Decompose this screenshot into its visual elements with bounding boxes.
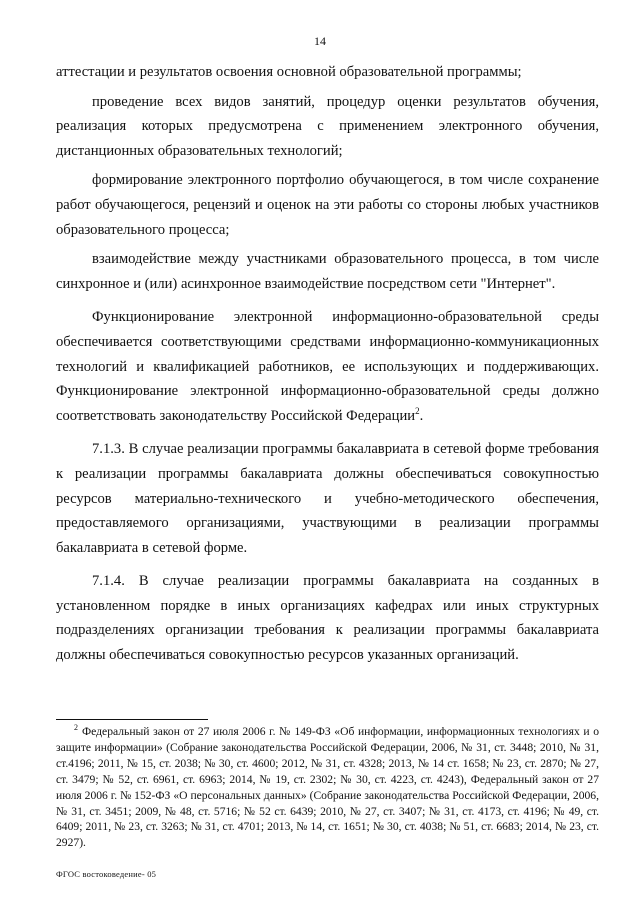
footnote-text: Федеральный закон от 27 июля 2006 г. № 149-ФЗ «Об информации, информационных технологиях и о защите информации» (Собрание законодательства Российской Федерации, 2006, № 31, ст. 3448; 2010, № 31, ст.4196; 2011, № 15, ст. 2038; № 30, ст. 4600; 2012, № 31, ст. 4328; 2013, № 14 ст. 1658; № 23, ст. 2870; № 27, ст. 3479; № 52, ст. 6961, ст. 6963; 2014, № 19, ст. 2302; № 30, ст. 4223, ст. 4243), Федеральный закон от 27 июля 2006 г. № 152-ФЗ «О персональных данных» (Собрание законодательства Российской Федерации, 2006, № 31, ст. 3451; 2009, № 48, ст. 5716; № 52 ст. 6439; 2010, № 27, ст. 3407; № 31, ст. 4173, ст. 4196; № 49, ст. 6409; 2011, № 23, ст. 3263; № 31, ст. 4701; 2013, № 14, ст. 1651; № 30, ст. 4038; № 51, ст. 6683; 2014, № 23, ст. 2927). [56,725,599,850]
paragraph-7-1-3: 7.1.3. В случае реализации программы бакалавриата в сетевой форме требования к реализации программы бакалавриата должны обеспечиваться совокупностью ресурсов материально-технического и учебно-методического обеспечения, предоставляемого организациями, участвующими в реализации программы бакалавриата в сетевой форме. [56,441,599,556]
paragraph-functioning-text: Функционирование электронной информационно-образовательной среды обеспечивается соответствующими средствами информационно-коммуникационных технологий и квалификацией работников, ее использующих и поддерживающих. Функционирование электронной информационно-образовательной среды должно соответствовать законодательству Российской Федерации [56,309,599,424]
page-number: 14 [314,34,326,48]
paragraph-7-1-4: 7.1.4. В случае реализации программы бакалавриата на созданных в установленном порядке в иных организациях кафедрах или иных структурных подразделениях организации требования к реализации программы бакалавриата должны обеспечиваться совокупностью ресурсов указанных организаций. [56,573,599,664]
page-footer: ФГОС востоковедение- 05 [56,869,157,879]
paragraph-list-item-interaction: взаимодействие между участниками образовательного процесса, в том числе синхронное и (или) асинхронное взаимодействие посредством сети "Интернет". [56,251,599,292]
footnote [56,724,599,851]
paragraph-list-item-lessons: проведение всех видов занятий, процедур оценки результатов обучения, реализация которых предусмотрена с применением электронного обучения, дистанционных образовательных технологий; [56,93,599,159]
footnote-mark: 2 [74,723,78,733]
paragraph-list-item-portfolio: формирование электронного портфолио обучающегося, в том числе сохранение работ обучающегося, рецензий и оценок на эти работы со стороны любых участников образовательного процесса; [56,172,599,238]
paragraph-functioning-tail: . [419,407,424,424]
body-text [56,60,599,668]
footnote-separator [56,719,208,720]
paragraph-functioning [56,305,599,428]
paragraph-continuation: аттестации и результатов освоения основной образовательной программы; [56,64,522,80]
footnote-reference: 2 [415,405,420,416]
